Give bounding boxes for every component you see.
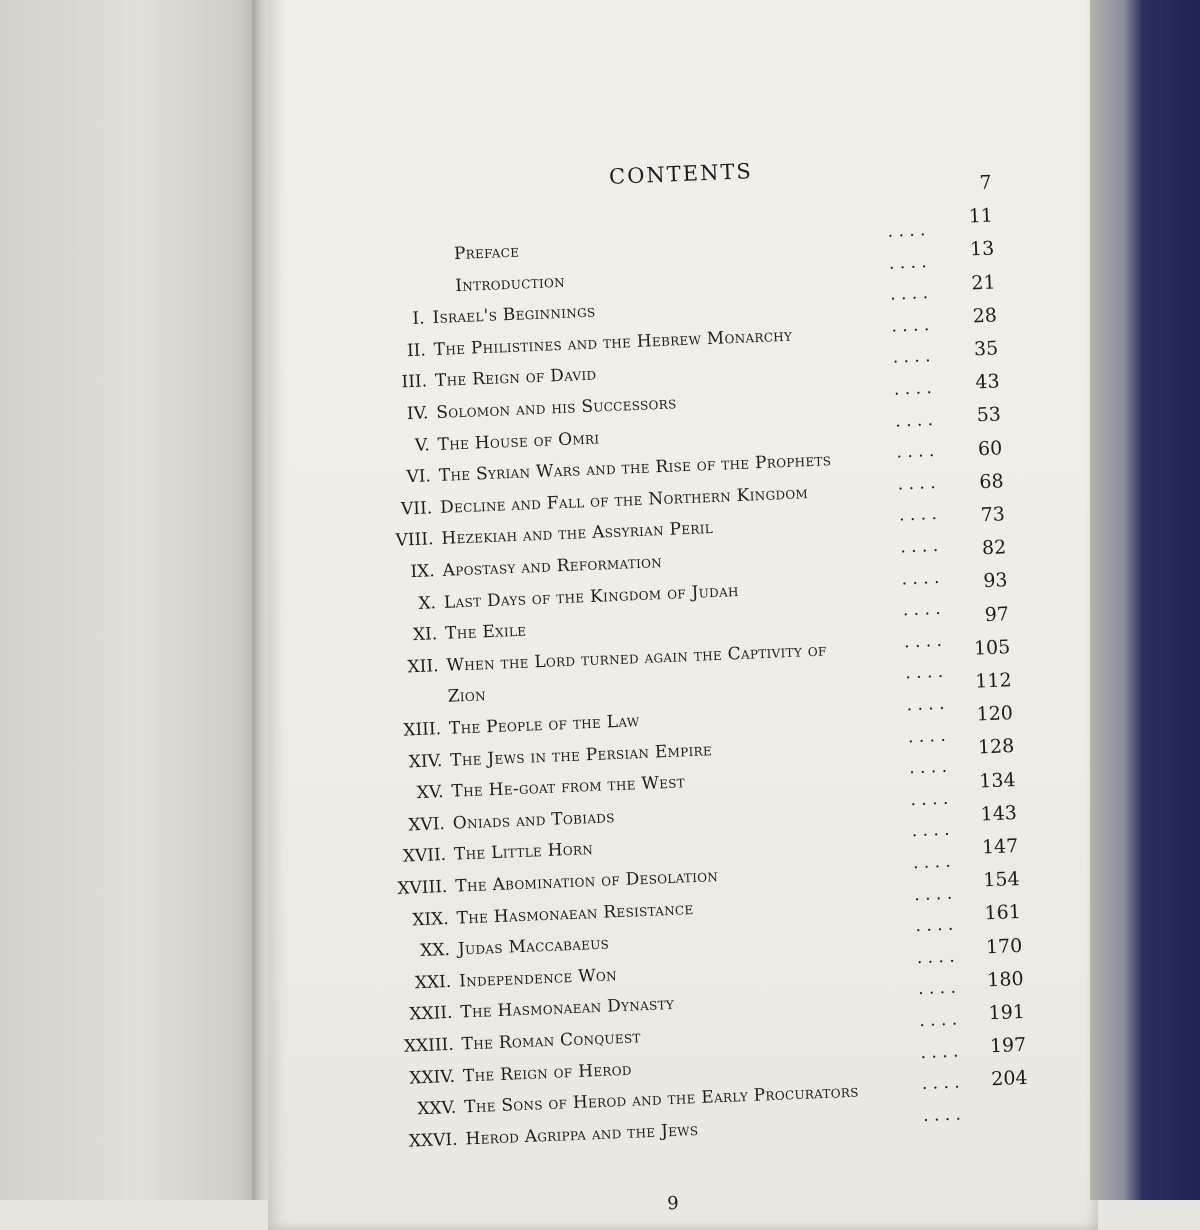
chapter-title: The Sons of Herod and the Early Procurators (463, 1081, 860, 1118)
contents-heading: CONTENTS (608, 159, 754, 189)
page-number: 154 (982, 868, 1020, 892)
chapter-number: XVIII. (397, 876, 448, 899)
chapter-title: The He-goat from the West (451, 772, 686, 802)
chapter-number: XXV. (416, 1097, 457, 1120)
chapter-number: XXII. (409, 1003, 453, 1025)
chapter-title: Independence Won (458, 965, 618, 992)
chapter-title: Herod Agrippa and the Jews (465, 1119, 699, 1150)
dot-leader: · · · · (887, 225, 927, 247)
chapter-number: XXIII. (403, 1034, 455, 1057)
page-number: 180 (986, 967, 1024, 992)
chapter-title: Judas Maccabaeus (457, 933, 610, 960)
chapter-number: XIII. (403, 719, 442, 741)
page-number: 128 (977, 735, 1015, 759)
chapter-title: The Hasmonaean Dynasty (460, 994, 675, 1023)
dot-leader: · · · · (896, 446, 935, 468)
chapter-number: I. (412, 308, 425, 330)
page-number: 60 (977, 436, 1003, 460)
chapter-title: The People of the Law (448, 711, 640, 739)
page-number: 68 (978, 470, 1004, 494)
page-number: 97 (984, 602, 1010, 626)
chapter-number: X. (418, 592, 437, 614)
chapter-title: The Jews in the Persian Empire (449, 739, 713, 771)
page-number: 134 (978, 768, 1016, 793)
chapter-number: XV. (416, 782, 444, 804)
page-number: 21 (970, 271, 996, 294)
chapter-number: XIV. (408, 750, 443, 772)
page-number: 82 (981, 536, 1007, 560)
left-page-blank (0, 0, 258, 1200)
chapter-number: VIII. (395, 529, 434, 552)
dot-leader: · · · · (891, 319, 930, 342)
dot-leader: · · · · (907, 730, 947, 752)
chapter-number: XXIV. (408, 1066, 456, 1089)
front-matter-title: Introduction (454, 271, 566, 296)
dot-leader: · · · · (897, 477, 937, 500)
dot-leader: · · · · (910, 793, 949, 816)
dot-leader: · · · · (905, 667, 944, 689)
chapter-title: The Hasmonaean Resistance (456, 898, 694, 929)
chapter-number: XVI. (407, 813, 446, 836)
page-number: 11 (968, 204, 994, 228)
chapter-title: The Abomination of Desolation (454, 866, 719, 897)
dot-leader: · · · · (914, 888, 953, 910)
chapter-number: IX. (410, 561, 436, 583)
page-number: 35 (973, 337, 999, 361)
dot-leader: · · · · (919, 1014, 958, 1037)
dot-leader: · · · · (902, 604, 942, 626)
dot-leader: · · · · (892, 351, 932, 374)
dot-leader: · · · · (912, 856, 952, 879)
chapter-title: Israel's Beginnings (432, 301, 596, 329)
chapter-number: XII. (407, 655, 439, 678)
dot-leader: · · · · (901, 572, 940, 595)
chapter-title: Zion (447, 685, 487, 708)
chapter-title: The Philistines and the Hebrew Monarchy (433, 325, 793, 360)
front-matter-title: Preface (453, 241, 520, 265)
chapter-title: The House of Omri (437, 428, 600, 455)
chapter-title: The Roman Conquest (461, 1027, 642, 1055)
dot-leader: · · · · (903, 635, 943, 658)
dot-leader: · · · · (922, 1109, 962, 1131)
chapter-title: The Reign of Herod (462, 1059, 633, 1087)
page-number: 191 (988, 1000, 1026, 1025)
page-folio: 9 (666, 1192, 680, 1215)
page-number: 93 (982, 569, 1008, 593)
page-number: 53 (976, 403, 1002, 427)
chapter-number: XVII. (402, 845, 447, 868)
dot-leader: · · · · (911, 825, 951, 847)
page-number: 147 (981, 835, 1019, 859)
chapter-title: The Exile (444, 620, 527, 644)
chapter-title: The Little Horn (453, 839, 594, 866)
page-number: 43 (974, 370, 1000, 394)
chapter-title: Oniads and Tobiads (452, 806, 616, 834)
page-number: 204 (990, 1067, 1028, 1091)
chapter-number: III. (401, 371, 428, 393)
book-cover (1090, 0, 1200, 1200)
chapter-number: XXI. (414, 971, 452, 994)
dot-leader: · · · · (916, 951, 956, 973)
dot-leader: · · · · (920, 1046, 959, 1068)
dot-leader: · · · · (900, 540, 939, 563)
page-number: 170 (985, 934, 1023, 959)
chapter-title: Last Days of the Kingdom of Judah (443, 580, 740, 613)
page-number: 13 (969, 237, 995, 261)
chapter-number: IV. (406, 403, 429, 425)
dot-leader: · · · · (915, 919, 954, 942)
chapter-number (333, 240, 421, 244)
chapter-title: The Reign of David (434, 364, 597, 392)
dot-leader: · · · · (895, 414, 934, 437)
chapter-title: When the Lord turned again the Captivity of (446, 640, 827, 676)
page-number: 120 (976, 702, 1014, 726)
table-of-contents (330, 136, 1072, 1223)
chapter-number: V. (414, 434, 431, 456)
chapter-number: XIX. (411, 908, 450, 930)
page-number: 161 (984, 901, 1022, 925)
dot-leader: · · · · (893, 383, 933, 405)
chapter-title: Decline and Fall of the Northern Kingdom (439, 482, 809, 518)
dot-leader: · · · · (898, 509, 938, 531)
page-number: 143 (980, 801, 1018, 826)
dot-leader: · · · · (921, 1077, 961, 1100)
chapter-number: VI. (406, 466, 432, 488)
page-number: 73 (980, 503, 1006, 527)
chapter-number: II. (406, 340, 427, 361)
chapter-number: XX. (419, 940, 451, 962)
dot-leader: · · · · (917, 982, 957, 1005)
dot-leader: · · · · (888, 256, 928, 279)
page-number: 7 (979, 171, 992, 194)
chapter-number: VII. (400, 498, 433, 520)
chapter-title: Apostasy and Reformation (442, 552, 663, 581)
page-number: 105 (973, 635, 1011, 660)
dot-leader: · · · · (906, 698, 946, 721)
chapter-title: Solomon and his Successors (435, 393, 677, 423)
dot-leader: · · · · (908, 761, 948, 784)
page-number: 28 (972, 304, 998, 328)
chapter-title: Hezekiah and the Assyrian Peril (441, 518, 714, 550)
page-number: 112 (974, 669, 1012, 693)
chapter-number: XI. (412, 624, 438, 646)
dot-leader: · · · · (889, 288, 929, 310)
page-number: 197 (989, 1034, 1027, 1058)
chapter-title: The Syrian Wars and the Rise of the Prophets (438, 450, 832, 487)
chapter-number: XXVI. (408, 1129, 458, 1152)
